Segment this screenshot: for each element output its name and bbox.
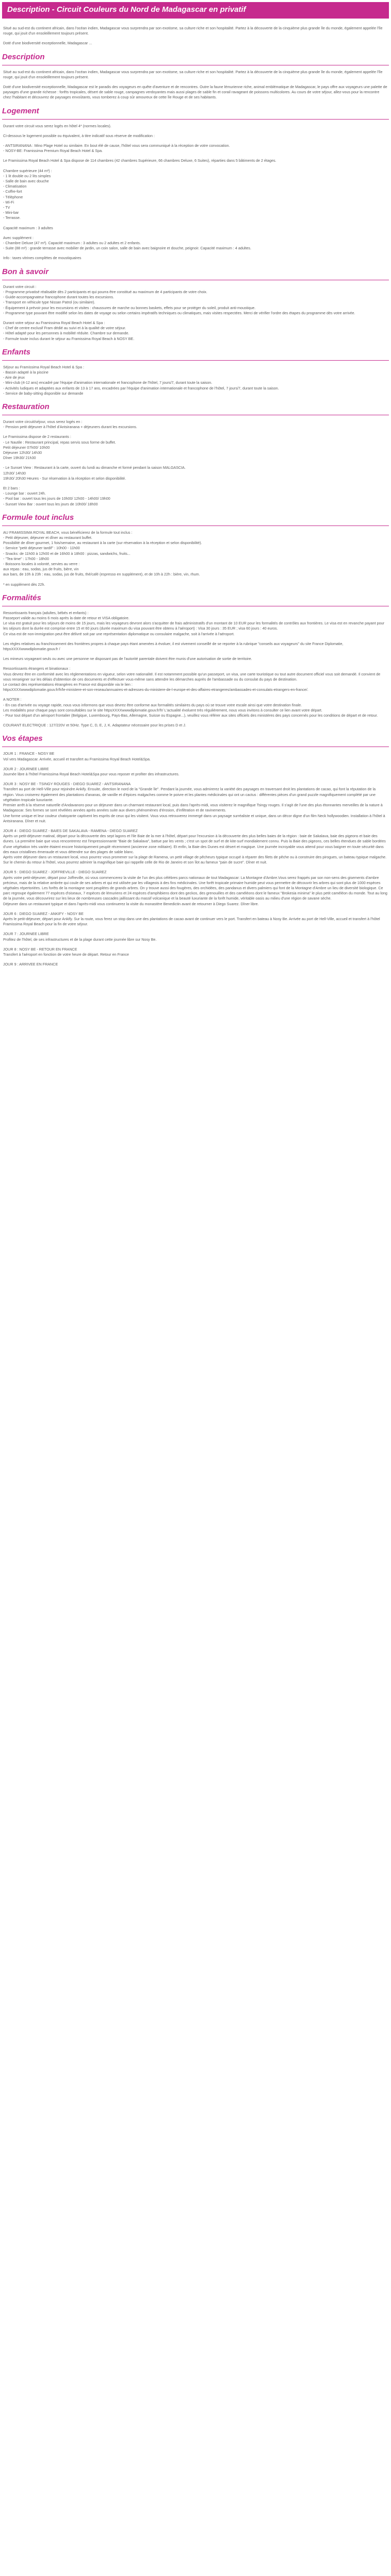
text-line: - Terrasse. <box>3 215 21 221</box>
section-heading: Enfants <box>2 347 31 357</box>
text-line: Le visa est gratuit pour les séjours de moins de 15 jours, mais les voyageurs devront alors s'acquitter de frais administratifs d'un montant de 10 EUR pour les formalités de contrôles aux frontières. Le visa est en revanche payant pour les séjours dont la durée est comprise entre 15 et 60 jours (durée maximum du visa pouvant être obtenu à l'aéroport) : Visa 30 jours : 35 EUR ; visa 60 jours : 40 euros. <box>3 621 385 631</box>
text-line: aux bars, de 10h à 23h : eau, sodas, jus de fruits, thé/café (espresso en supplément), et de 10h à 22h : bière, vin, rhum. <box>3 572 200 577</box>
paragraph <box>3 26 388 36</box>
text-line: Séjour au Framissima Royal Beach Hotel & Spa : <box>3 364 84 369</box>
paragraph <box>3 143 388 154</box>
text-line: JOUR 3 : NOSY BE - TSINGY ROUGES - DIEGO SUAREZ - ANTSIRANANA <box>3 782 131 787</box>
section-heading: Restauration <box>2 402 50 411</box>
text-line: Profitez de l'hôtel, de ses infrastructures et de la plage durant cette journée libre sur Nosy Be. <box>3 937 157 942</box>
sections-container <box>2 53 389 968</box>
paragraph <box>3 723 388 728</box>
paragraph <box>3 434 388 461</box>
section-enfants <box>2 348 389 396</box>
paragraph <box>3 641 388 652</box>
section-heading: Logement <box>2 106 39 115</box>
paragraph <box>3 697 388 718</box>
text-line: - Salle de bain avec douche <box>3 179 49 184</box>
paragraph <box>3 911 388 927</box>
paragraph <box>3 828 388 865</box>
section-heading: Formalités <box>2 593 41 602</box>
section-body <box>2 419 389 507</box>
text-line: - Wi-Fi <box>3 199 14 205</box>
text-line: JOUR 5 : DIEGO SUAREZ - JOFFREVILLE - DIEGO SUAREZ <box>3 870 107 875</box>
text-line: Après votre petit-déjeuner, départ pour Joffreville, où vous commencerez la visite de l'un des plus célèbres parcs nationaux de tout Madagascar: La Montagne d'Ambre.Vous serez frappés par son non-sens des gisements d'ambre précieux, mais de la relative ambrée qui coule de ses arbres et qui est utilisée par les villageois à des fins médicinales. Une forêt tropicale primaire humide peut vous permettre de découvrir les arbres qui sont plus de 1000 espèces végétales répertoriées. Les forêts de la montagne sont peuplées de grands arbres. On y trouve aussi des fougères, des orchidées, des pandanus et divers palmiers qui font de la Montagne d'Ambre un lieu de diversité biologique. Ce parc regroupe également 77 espèces d'oiseaux, 7 espèces de lémuriens et 24 espèces d'amphibiens dont des geckos, des grenouilles et des caméléons dont le fameux "Brokesia minima" le plus petit caméléon du monde. Tout au long de la journée, vous découvrirez sur les lieux de nombreuses cascades jaillissant du massif volcanique et la beauté luxuriante de la forêt humide, véritable oasis au milieu d'une région de savane sèche. <box>3 875 387 901</box>
text-line: Après un petit-déjeuner matinal, départ pour la découverte des sept lagons et l'ile Baie de la mer à l'hôtel, départ pour l'excursion à la découverte des plus belles baies de la région : baie de Sakalava, baie des pigeons et baie des dunes. La première baie que vous rencontrerez est l'impressionnante "Baie de Sakalava", battue par les vents ; c'est un spot de surf et de kite-surf mondialement connu. Puis la Baie des pigeons, ces belles étendues de sable bordées d'une végétation très variée étaient encore historiquement peuplé récemment (ancienne zone militaire). Et enfin, la Baie des Dunes est désert et magique. Une journée incroyable vous attend pour vous baigner en toute sécurité dans des eaux cristallines émeraude et vous détendre sur des plages de sable blanc. <box>3 834 386 854</box>
text-line: - Pension petit déjeuner à l'hôtel d'Antsiranana + déjeuners durant les excursions. <box>3 425 137 430</box>
text-line: - Transport en véhicule type Nissan Patrol (ou similaire). <box>3 300 95 305</box>
text-line: Premier arrêt à la réserve naturelle d'Andavanoro pour un déjeuner dans un charmant restaurant local, puis dans l'après-midi, vous visiterez le magnifique Tsingy rouges. Il s'agit de l'une des plus étonnantes merveilles de la nature à Madagascar. Ses formes se sont révélées années après années suite aux divers phénomènes d'érosion, d'infiltration et de ravinements. <box>3 803 383 813</box>
section-logement <box>2 107 389 261</box>
text-line: - Snacks: de 11h00 à 12h00 et de 16h00 à 18h00 : pizzas, sandwichs, fruits... <box>3 551 131 556</box>
text-line: - Coffre-fort <box>3 189 22 194</box>
text-line: - Guide-accompagnateur francophone durant toutes les excursions. <box>3 295 114 300</box>
text-line: Situé au sud-est du continent africain, dans l'océan indien, Madagascar vous surprendra par son exotisme, sa culture riche et son hospitalité. Partez à la découverte de la cinquième plus grande île du monde, également appelée l'île rouge, qui jouit d'un ensoleillement toujours présent. <box>3 26 383 36</box>
text-line: Les mineurs voyageant seuls ou avec une personne ne disposant pas de l'autorité parentale doivent être munis d'une autorisation de sortie de territoire. <box>3 656 252 662</box>
text-line: Avec supplément : <box>3 235 34 240</box>
text-line: Capacité maximum : 3 adultes <box>3 225 53 230</box>
text-line: aux repas : eau, sodas, jus de fruits, bière, vin <box>3 567 79 572</box>
text-line: JOUR 6 : DIEGO SUAREZ - ANKIFY - NOSY BE <box>3 911 84 916</box>
section-formalites <box>2 594 389 728</box>
text-line: Petit déjeuner 07h00/ 10h00 <box>3 445 50 450</box>
section-heading: Vos étapes <box>2 734 43 743</box>
text-line: Ci-dessous le logement possible ou équivalent, à titre indicatif sous réserve de modification : <box>3 133 155 138</box>
text-line: - Boissons locales à volonté, servies au verre : <box>3 562 80 566</box>
paragraph <box>3 611 388 637</box>
text-line: - "Tea time" : 17h00 - 18h00 <box>3 556 50 561</box>
section-body <box>2 365 389 396</box>
text-line: JOUR 4 : DIEGO SUAREZ - BAIES DE SAKALAVA - RAMENA - DIEGO SUAREZ <box>3 828 138 833</box>
paragraph <box>3 767 388 777</box>
text-line: Passeport valide au moins 6 mois après la date de retour et VISA obligatoire. <box>3 616 129 621</box>
text-line: - 1 lit double ou 2 lits simples <box>3 173 51 178</box>
text-line: Ce visa est de non-immigration peut être délivré soit par une représentation diplomatique ou consulaire malgache, soit à l'arrivée à l'aéroport. <box>3 631 235 636</box>
text-line: Les modalités pour chaque pays sont consultables sur le site httpsXXXXwwwdiplomatie.gouv.fr/fr/ L'actualité évoluent très régulièrement, nous vous invitons à consulter ce lien avant votre départ. <box>3 707 322 713</box>
text-line: Possibilité de dîner gourmet, 1 fois/semaine, au restaurant à la carte (sur réservation à la réception et selon disponibilité). <box>3 540 202 546</box>
text-line: 12h30/ 14h30 <box>3 470 26 476</box>
text-line: Ressortissants étrangers et binationaux : <box>3 666 71 671</box>
text-line: Durant votre circuit : <box>3 284 37 289</box>
text-line: AU FRAMISSIMA ROYAL BEACH, vous bénéficierez de la formule tout inclus : <box>3 530 133 535</box>
text-line: - NOSY-BE: Framissima Premium Royal Beach Hotel & Spa. <box>3 148 103 154</box>
text-line: - Petit déjeuner, déjeuner et dîner au restaurant buffet. <box>3 535 92 540</box>
text-line: Durant votre circuit/séjour, vous serez logés en : <box>3 419 83 424</box>
text-line: - Programme type pouvant être modifié selon les dates de voyage ou selon certains impératifs techniques ou climatiques, mais visites respectées. Merci de vérifier l'ordre des étapes du programme dès votre arrivée. <box>3 310 355 315</box>
text-line: - ANTSIRANANA : Mino Plage Hotel ou similaire. En bout élé de cause, l'hôtel vous sera communiqué à la réception de votre convocation. <box>3 143 230 148</box>
intro-section <box>2 26 389 46</box>
text-line: Et 2 bars : <box>3 485 20 490</box>
text-line: - Suite (88 m²) : grande terrasse avec mobilier de jardin, un coin salon, salle de bain avec baignoire et douche, peignoir. Capacité maximum : 4 adultes. <box>3 246 252 251</box>
section-description <box>2 53 389 100</box>
text-line: * en supplément dès 22h. <box>3 582 45 587</box>
paragraph <box>3 656 388 662</box>
paragraph <box>3 582 388 587</box>
text-line: Transfert au port de Hell-Ville pour rejoindre Ankify. Ensuite, direction le nord de la "Grande île". Pendant la journée, vous admirerez la variété des paysages en traversant droit les plantations de cacao, qui font la réputation de la région. Vous croiserez également des plantations d'ananas, de vanille et d'épices malgaches comme le poivre et les plantes médicinales qui ont un cactus : différentes pièces d'un grand puzzle magnifiquement complété par une végétation tropicale luxuriante. <box>3 787 376 802</box>
paragraph <box>3 256 388 261</box>
paragraph <box>3 486 388 507</box>
text-line: - Programme privatisé réalisable dès 2 participants et qui pourra être constitué au maximum de 4 participants de votre choix. <box>3 289 207 294</box>
text-line: - Pour tout départ d'un aéroport frontalier (Belgique, Luxembourg, Pays-Bas, Allemagne, Suisse ou Espagne...), veuillez vous référer aux sites officiels des ministères des pays concernés pour les conditions de départ et de retour. <box>3 713 378 718</box>
paragraph <box>3 666 388 692</box>
text-line: Doté d'une biodiversité exceptionnelle, Madagascar ... <box>3 41 92 46</box>
text-line: Après le petit-déjeuner, départ pour Ankify. Sur la route, vous ferez un stop dans une des plantations de cacao avant de continuer vers le port. Transfert en bateau à Nosy Be. Arrivée au port de Hell-Ville, accueil et transfert à l'hôtel Framissima Royal Beach pour la fin de votre séjour. <box>3 916 380 927</box>
text-line: - Climatisation <box>3 184 27 189</box>
text-line: JOUR 1 : FRANCE - NOSY BE <box>3 751 55 756</box>
text-line: - Le Nautile : Restaurant principal, repas servis sous forme de buffet. <box>3 439 116 445</box>
text-line: Vous devrez être en conformité avec les réglementations en vigueur, selon votre nationalité. Il est notamment possible qu'un passeport, un visa, une carte touristique ou tout autre document officiel vous soit demandé. Il convient de vous renseigner sur les délais d'obtention de ces documents et d'effectuer vous-même sans attendre les démarches auprès de l'ambassade ou du consulat du pays de destination. <box>3 671 381 682</box>
section-divider <box>2 119 389 120</box>
text-line: Le Framissima Royal Beach Hotel & Spa dispose de 114 chambres (42 chambres Supérieure, 66 chambres Deluxe, 6 Suites), réparties dans 5 bâtiments de 2 étages. <box>3 158 276 163</box>
text-line: - Chef de centre exclusif Fram dédié au suivi et à la qualité de votre séjour. <box>3 326 126 331</box>
text-line: - Aire de jeux <box>3 375 25 380</box>
text-line: Durant votre circuit vous serez logés en hôtel 4* (normes locales). <box>3 123 111 128</box>
text-line: 19h30/ 20h30 Heures - Sur réservation à la réception et selon disponibilité. <box>3 476 126 481</box>
section-body <box>2 70 389 100</box>
paragraph <box>3 947 388 957</box>
paragraph <box>3 931 388 942</box>
section-vos-etapes <box>2 734 389 967</box>
section-heading: Description <box>2 52 45 61</box>
text-line: Transfert à l'aéroport en fonction de votre heure de départ. Retour en France <box>3 952 129 957</box>
text-line: - Sunset View Bar : ouvert tous les jours de 10h00/ 18h00 <box>3 501 98 506</box>
text-line: Journée libre à l'hôtel Framissima Royal Beach Hotel&Spa pour vous reposer et profiter des infrastructures. <box>3 772 180 777</box>
text-line: - Hôtel adapté pour les personnes à mobilité réduite. Chambre sur demande. <box>3 331 129 336</box>
text-line: - Équipement à prévoir pour les excursions et visites : chaussures de marche ou bonnes baskets, effets pour se protéger du soleil, produit anti-moustique. <box>3 305 256 310</box>
text-line: Vol vers Madagascar. Arrivée, accueil et transfert au Framissima Royal Beach Hotel&Spa. <box>3 756 151 761</box>
text-line: JOUR 7 : JOURNEE LIBRE <box>3 931 49 937</box>
text-line: COURANT ELECTRIQUE : 127/220V et 50Hz. Type C, D, E, J, K. Adaptateur nécessaire pour les prises D et J. <box>3 723 186 728</box>
page <box>0 0 391 967</box>
text-line: Doté d'une biodiversité exceptionnelle, Madagascar est le paradis des voyageurs en quête d'aventure et de rencontres. Outre la faune lémurienne riche, animal emblématique de Madagascar, le pays offre aux voyageurs une palette de paysages d'une grande richesse : forêts tropicales, désert de sable rouge, campagnes verdoyantes mais aussi plages de sable fin et corail ravageant de poissons multicolores. Au cours de votre séjour, allez-vous pour la rencontre chez l'habitant et découvrez de paysages envoûtants, vous tomberez à coup sûr amoureux de cette île Rouge et de ses habitants. <box>3 84 387 100</box>
text-line: Chambre supérieure (44 m²) : <box>3 168 52 173</box>
paragraph <box>3 284 388 316</box>
text-line: A NOTER : <box>3 697 22 702</box>
paragraph <box>3 226 388 231</box>
text-line: - Téléphone <box>3 194 23 199</box>
paragraph <box>3 782 388 824</box>
text-line: Après votre déjeuner dans un restaurant local, vous pourrez vous promener sur la plage de Ramena, un petit village de pêcheurs typique occupé à réparer des filets de pêche ou à construire des pirogues, un bateau typique malgache. Sur le chemin du retour à l'hôtel, vous pourrez admirer la magnifique baie qui rappelle celle de Rio de Janeiro et son îlot au fameux "pain de sucre". Dîner et nuit. <box>3 854 387 865</box>
text-line: httpsXXXXwwwdiplomatie.gouv.fr/fr/le-ministere-et-son-reseau/annuaires-et-adresses-du-ministere-de-l-europe-et-des-affaires-etrangeres/ambassades-et-consulats-etrangers-en-france/. <box>3 687 308 692</box>
text-line: - Le Sunset View : Restaurant à la carte, ouvert du lundi au dimanche et formé pendant la saison MALGASCIA. <box>3 465 186 470</box>
text-line: - Lounge bar : ouvert 24h. <box>3 491 46 496</box>
text-line: - Mini-bar <box>3 210 19 215</box>
section-formule-tout-inclus <box>2 513 389 587</box>
paragraph <box>3 530 388 578</box>
paragraph <box>3 419 388 430</box>
paragraph <box>3 962 388 967</box>
paragraph <box>3 465 388 481</box>
section-body <box>2 124 389 261</box>
section-restauration <box>2 402 389 507</box>
page-title: Description - Circuit Couleurs du Nord de Madagascar en privatif <box>7 5 246 14</box>
section-body <box>2 751 389 967</box>
page-title-banner <box>2 2 389 19</box>
text-line: Situé au sud-est du continent africain, dans l'océan indien, Madagascar vous surprendra par son exotisme, sa culture riche et son hospitalité. Partez à la découverte de la cinquième plus grande île du monde, également appelée l'île rouge, qui jouit d'un ensoleillement toujours présent. <box>3 69 383 79</box>
paragraph <box>3 168 388 221</box>
text-line: Dîner 19h30/ 21h30 <box>3 455 36 461</box>
section-body <box>2 611 389 728</box>
paragraph <box>3 870 388 906</box>
paragraph <box>3 84 388 100</box>
text-line: Le contact des représentations étrangères en France est disponible via le lien : <box>3 682 133 687</box>
text-line: - TV <box>3 205 10 210</box>
paragraph <box>3 133 388 139</box>
text-line: - Bassin adapté à la piscine <box>3 369 48 375</box>
text-line: httpsXXXXwwwdiplomatie.gouv.fr / <box>3 647 60 652</box>
paragraph <box>3 158 388 163</box>
text-line: - Chambre Deluxe (47 m²). Capacité maximum : 3 adultes ou 2 adultes et 2 enfants. <box>3 241 141 246</box>
text-line: JOUR 9 : ARRIVEE EN FRANCE <box>3 962 58 967</box>
text-line: Les règles relatives au franchissement des frontières propres à chaque pays étant amenées à évoluer, il est vivement conseillé de se reporter à la rubrique "conseils aux voyageurs" du site France Diplomatie, <box>3 641 344 646</box>
text-line: Ressortissants français (adultes, bébés et enfants) : <box>3 610 89 615</box>
text-line: Info : taxes vitrines complètes de moustiquaires <box>3 256 82 261</box>
text-line: Déjeuner 12h30/ 14h30 <box>3 450 42 455</box>
text-line: - Service "petit déjeuner tardif" : 10h00 - 11h00 <box>3 546 80 551</box>
paragraph <box>3 235 388 251</box>
text-line: JOUR 8 : NOSY BE - RETOUR EN FRANCE <box>3 946 77 952</box>
section-bon-a-savoir <box>2 267 389 342</box>
text-line: Le Framissima dispose de 2 restaurants : <box>3 434 71 439</box>
text-line: - Formule toute inclus durant le séjour au Framissima Royal Beach à NOSY BE. <box>3 336 135 341</box>
section-body <box>2 530 389 587</box>
section-heading: Bon à savoir <box>2 267 49 276</box>
paragraph <box>3 41 388 46</box>
text-line: Déjeuner dans un restaurant typique et dans l'après-midi vous continuerez la visite du monastère Benedictin avant de retourner à Diego Suarez. Dîner libre. <box>3 901 259 906</box>
text-line: - Mini-club (4-12 ans) encadré par l'équipe d'animation internationale et francophone de l'hôtel, 7 jours/7, durant toute la saison. <box>3 380 213 385</box>
text-line: - En cas d'arrivée ou voyage rapide, nous vous informons que vous devrez être conforme aux formalités similaires du pays où se trouve votre escale ainsi que votre destination finale. <box>3 702 302 707</box>
section-body <box>2 284 389 342</box>
paragraph <box>3 320 388 342</box>
text-line: - Activités ludiques et adaptées aux enfants de 13 à 17 ans, encadrées par l'équipe d'animation internationale et francophone de l'hôtel, 7 jours/7, durant toute la saison. <box>3 385 279 391</box>
paragraph <box>3 70 388 80</box>
text-line: Durant votre séjour au Framissima Royal Beach Hotel & Spa : <box>3 320 105 325</box>
text-line: - Service de baby-sitting disponible sur demande <box>3 391 84 396</box>
section-divider <box>2 360 389 361</box>
text-line: Une forme unique et leur couleur chatoyante captivent les esprits de ceux qui les visitent. Vous vous retrouverez immergé dans un paysage surréaliste et unique, dans un décor digne d'un film Neck hollywoodien. Installation à l'hôtel à Antsiranana. Dîner et nuit. <box>3 813 385 823</box>
section-heading: Formule tout inclus <box>2 513 74 522</box>
paragraph <box>3 365 388 396</box>
paragraph <box>3 124 388 129</box>
paragraph <box>3 751 388 761</box>
text-line: - Pool bar : ouvert tous les jours de 10h00/ 12h00 - 14h00/ 19h00 <box>3 496 110 501</box>
text-line: JOUR 2 : JOURNEE LIBRE <box>3 766 49 771</box>
